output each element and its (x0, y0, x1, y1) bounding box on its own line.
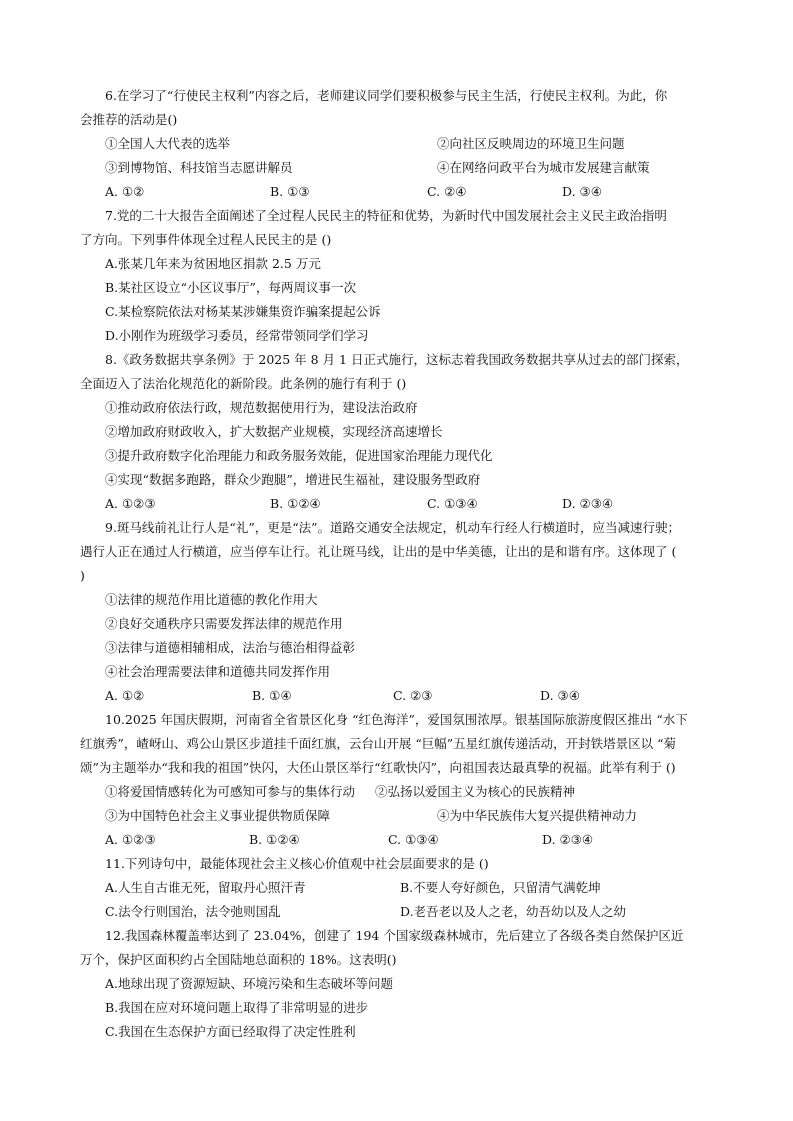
answer-choice: B. ①②④ (270, 496, 321, 511)
answer-choice: A. ①②③ (105, 832, 156, 847)
option-item: ②向社区反映周边的环境卫生问题 (437, 136, 625, 151)
answer-choice: A. ①② (105, 184, 145, 199)
question-stem: 7.党的二十大报告全面阐述了全过程人民民主的特征和优势，为新时代中国发展社会主义民主政治指明 (105, 208, 667, 223)
answer-choice: D.小刚作为班级学习委员，经常带领同学们学习 (105, 328, 369, 343)
option-item: ①法律的规范作用比道德的教化作用大 (105, 592, 318, 607)
answer-choice: B.我国在应对环境问题上取得了非常明显的进步 (105, 1000, 369, 1015)
question-stem: 万个，保护区面积约占全国陆地总面积的 18%。这表明() (80, 952, 397, 967)
option-item: ③为中国特色社会主义事业提供物质保障 (105, 808, 331, 823)
question-stem: 全面迈入了法治化规范化的新阶段。此条例的施行有利于 () (80, 376, 407, 391)
answer-choice: C.法令行则国治，法令弛则国乱 (105, 904, 281, 919)
option-item: ①全国人大代表的选举 (105, 136, 231, 151)
answer-choice: A.张某几年来为贫困地区捐款 2.5 万元 (105, 256, 321, 271)
option-item: ②良好交通秩序只需要发挥法律的规范作用 (105, 616, 343, 631)
question-stem: 颂”为主题举办“我和我的祖国”快闪，大伾山景区举行“红歌快闪”，向祖国表达最真挚的祝福。此举有利于 () (80, 760, 676, 775)
answer-choice: A. ①② (105, 688, 145, 703)
answer-choice: A.地球出现了资源短缺、环境污染和生态破坏等问题 (105, 976, 394, 991)
answer-choice: C. ②④ (427, 184, 467, 199)
question-stem: ) (80, 568, 85, 583)
answer-choice: A.人生自古谁无死，留取丹心照汗青 (105, 880, 306, 895)
option-item: ②弘扬以爱国主义为核心的民族精神 (375, 784, 576, 799)
answer-choice: C. ②③ (393, 688, 433, 703)
option-item: ④在网络问政平台为城市发展建言献策 (437, 160, 650, 175)
answer-choice: C. ①③④ (427, 496, 478, 511)
question-stem: 11.下列诗句中，最能体现社会主义核心价值观中社会层面要求的是 () (105, 856, 489, 871)
option-item: ④实现“数据多跑路，群众少跑腿”，增进民生福祉，建设服务型政府 (105, 472, 481, 487)
question-stem: 9.斑马线前礼让行人是“礼”，更是“法”。道路交通安全法规定，机动车行经人行横道时，应当减速行驶； (105, 520, 680, 535)
option-item: ③法律与道德相辅相成，法治与德治相得益彰 (105, 640, 356, 655)
answer-choice: B. ①③ (270, 184, 310, 199)
option-item: ②增加政府财政收入，扩大数据产业规模，实现经济高速增长 (105, 424, 443, 439)
answer-choice: C.我国在生态保护方面已经取得了决定性胜利 (105, 1024, 356, 1039)
question-stem: 10.2025 年国庆假期，河南省全省景区化身 “红色海洋”，爱国氛围浓厚。银基国际旅游度假区推出 “水下 (105, 712, 688, 727)
question-stem: 红旗秀”，嵖岈山、鸡公山景区步道挂千面红旗，云台山开展 “巨幅”五星红旗传递活动，开封铁塔景区以 “菊 (80, 736, 677, 751)
question-stem: 12.我国森林覆盖率达到了 23.04%，创建了 194 个国家级森林城市，先后建立了各级各类自然保护区近 (105, 928, 684, 943)
answer-choice: C. ①③④ (388, 832, 439, 847)
question-stem: 会推荐的活动是() (80, 112, 178, 127)
answer-choice: B. ①②④ (249, 832, 300, 847)
answer-choice: B.某社区设立“小区议事厅”，每两周议事一次 (105, 280, 356, 295)
answer-choice: D.老吾老以及人之老，幼吾幼以及人之幼 (400, 904, 627, 919)
answer-choice: A. ①②③ (105, 496, 156, 511)
answer-choice: B.不要人夸好颜色，只留清气满乾坤 (400, 880, 601, 895)
answer-choice: D. ②③④ (542, 832, 594, 847)
option-item: ④社会治理需要法律和道德共同发挥作用 (105, 664, 331, 679)
answer-choice: D. ②③④ (562, 496, 614, 511)
answer-choice: B. ①④ (252, 688, 292, 703)
question-stem: 了方向。下列事件体现全过程人民民主的是 () (80, 232, 332, 247)
answer-choice: D. ③④ (562, 184, 602, 199)
question-stem: 遇行人正在通过人行横道，应当停车让行。礼让斑马线，让出的是中华美德，让出的是和谐有序。这体现了 ( (80, 544, 677, 559)
option-item: ①将爱国情感转化为可感知可参与的集体行动 (105, 784, 356, 799)
option-item: ①推动政府依法行政，规范数据使用行为，建设法治政府 (105, 400, 418, 415)
option-item: ④为中华民族伟大复兴提供精神动力 (437, 808, 638, 823)
option-item: ③到博物馆、科技馆当志愿讲解员 (105, 160, 293, 175)
option-item: ③提升政府数字化治理能力和政务服务效能，促进国家治理能力现代化 (105, 448, 493, 463)
answer-choice: D. ③④ (540, 688, 580, 703)
question-stem: 8.《政务数据共享条例》于 2025 年 8 月 1 日正式施行，这标志着我国政务数据共享从过去的部门探索， (105, 352, 689, 367)
answer-choice: C.某检察院依法对杨某某涉嫌集资诈骗案提起公诉 (105, 304, 381, 319)
question-stem: 6.在学习了“行使民主权利”内容之后，老师建议同学们要积极参与民主生活，行使民主权利。为此，你 (105, 88, 668, 103)
